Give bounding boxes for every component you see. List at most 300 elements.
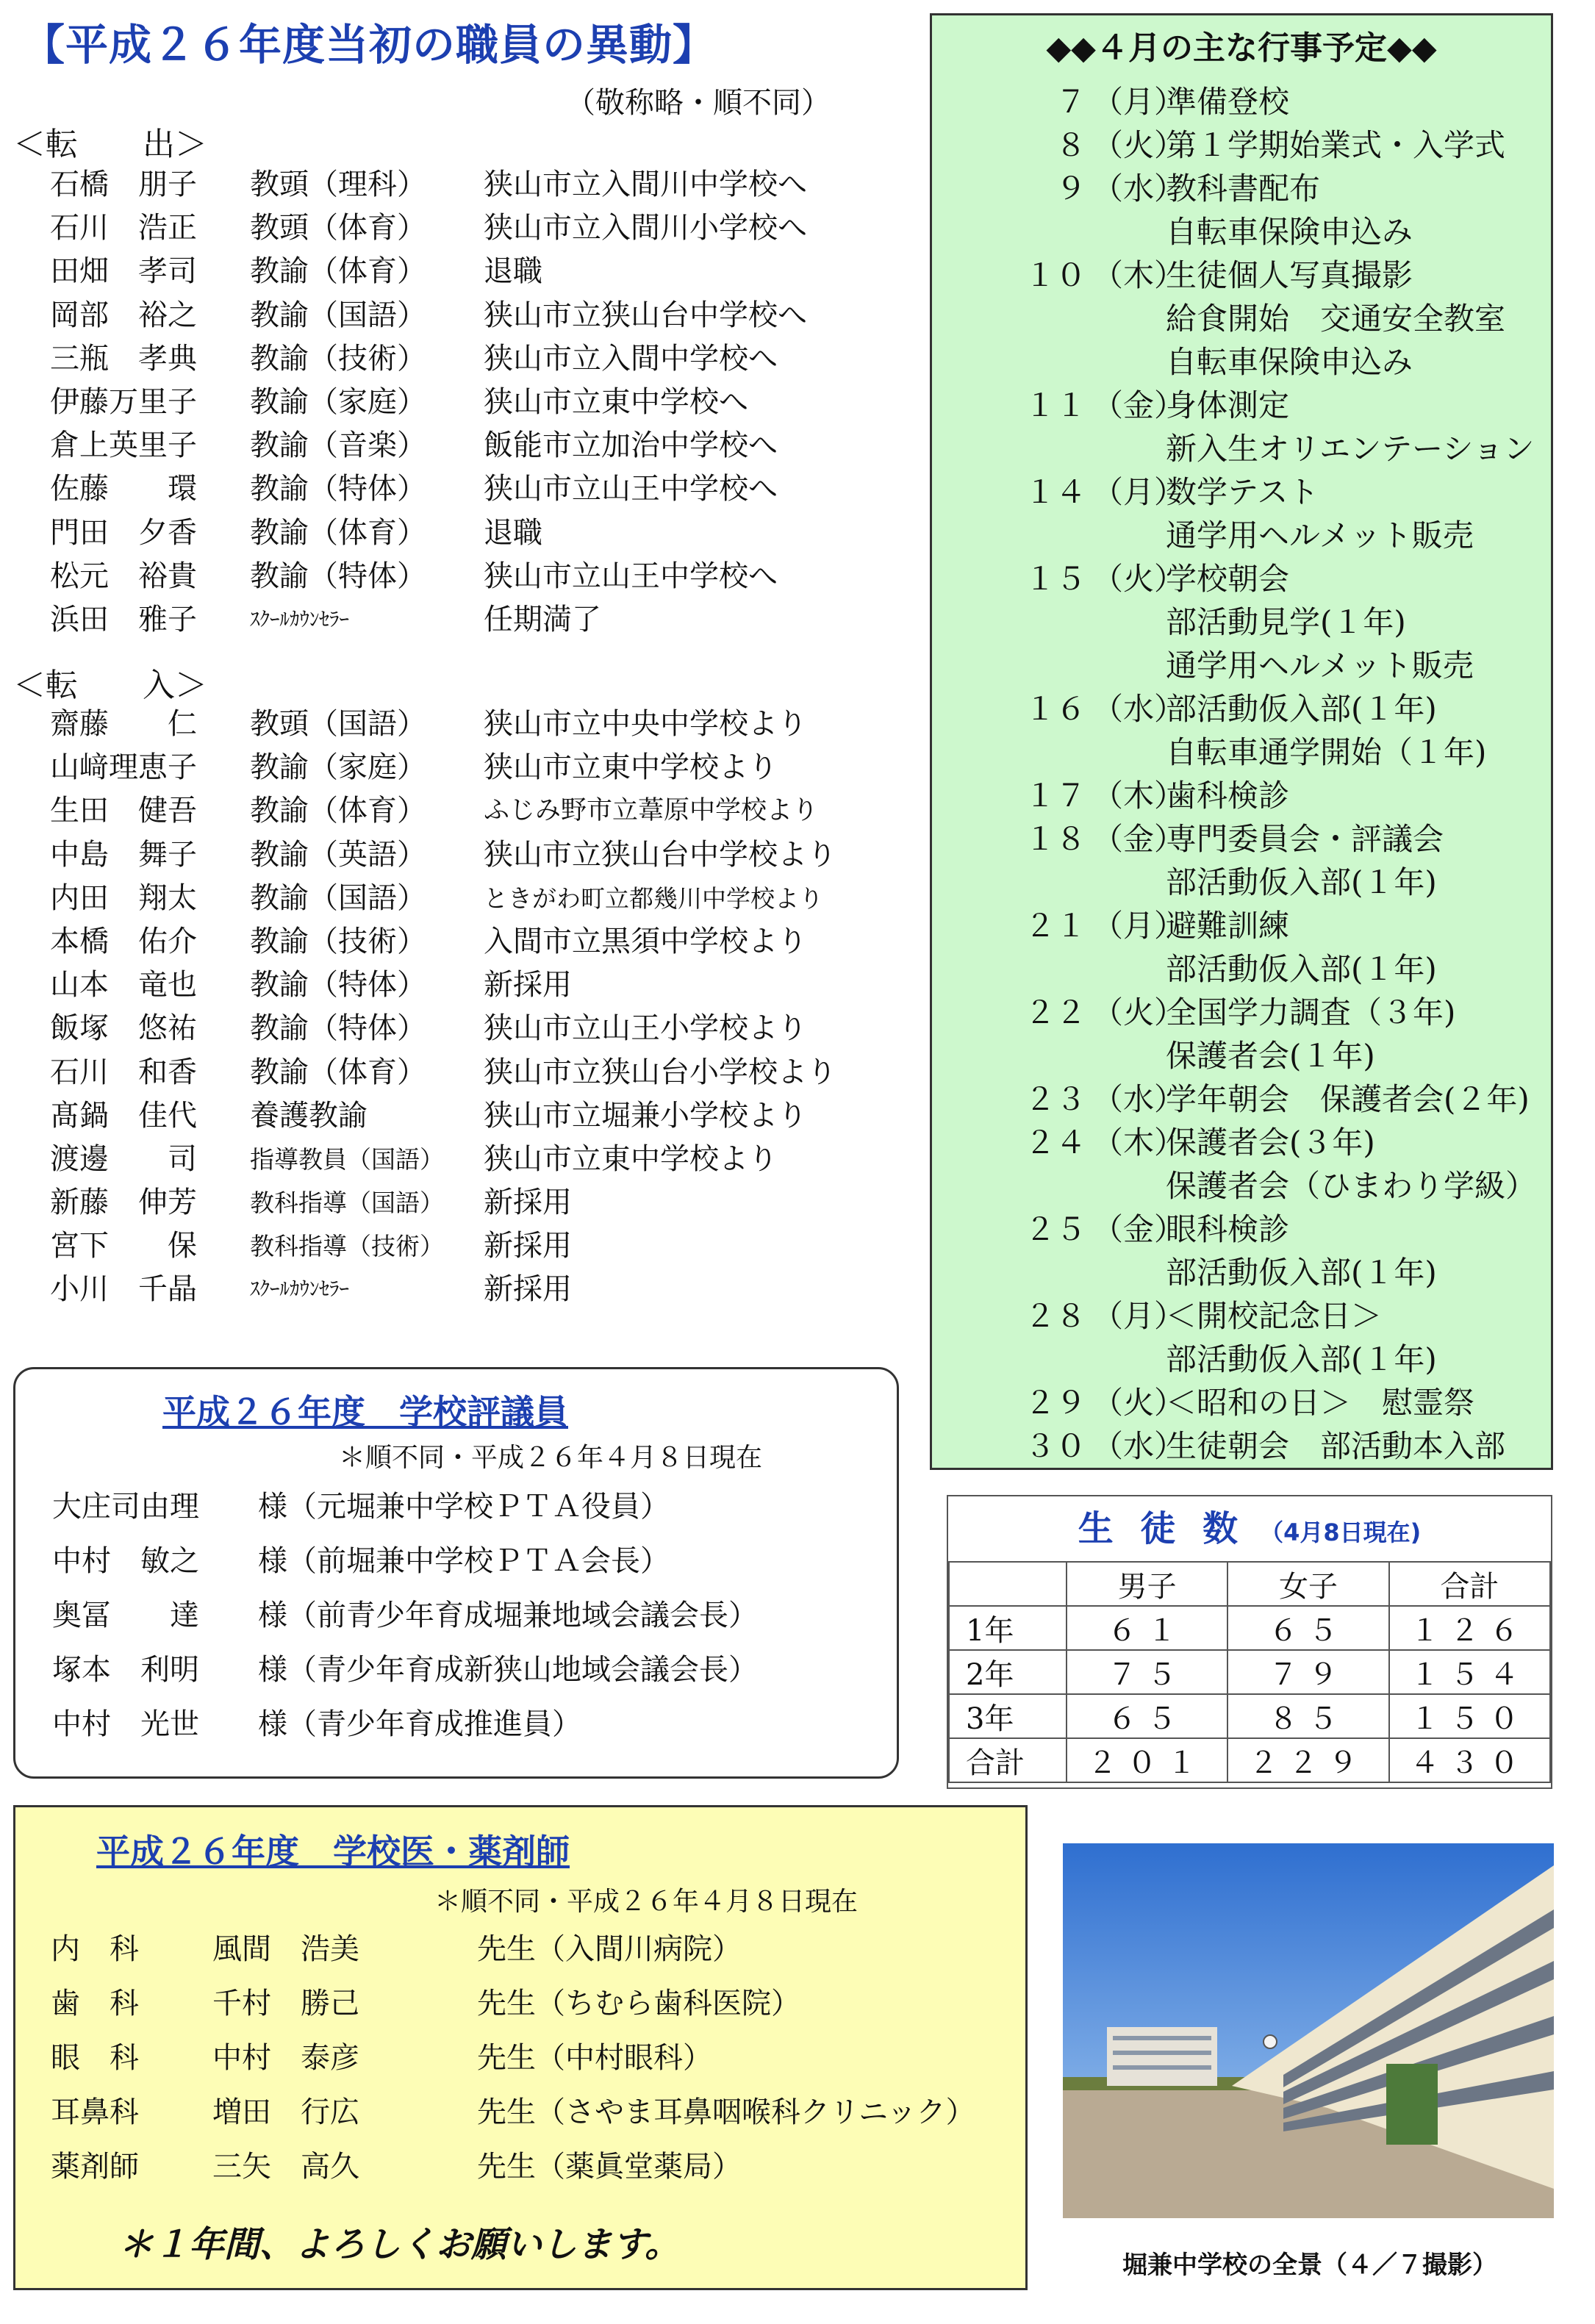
member-desc: 様（元堀兼中学校ＰＴＡ役員） [258,1490,670,1524]
event-date: １５ [1024,561,1086,597]
event-text: 準備登校 [1166,84,1290,120]
event-date [945,1251,1092,1294]
event-date [945,947,1092,991]
council-title: 平成２６年度 学校評議員 [162,1392,568,1432]
event-row [945,1251,1536,1294]
staff-name: 佐藤 環 [50,472,197,506]
event-row [945,210,1536,254]
event-weekday: （水） [1092,691,1186,727]
member-desc: 様（青少年育成新狭山地域会議会長） [258,1653,758,1687]
event-weekday: （金） [1092,1211,1186,1247]
event-date: ２４ [1024,1125,1086,1161]
staff-origin: 新採用 [484,1186,572,1220]
event-text: 学校朝会 [1166,561,1290,597]
event-row [945,947,1536,991]
event-weekday [1092,600,1166,644]
staff-destination: 狭山市立狭山台中学校へ [484,298,807,332]
event-text: 数学テスト [1166,474,1319,510]
council-note: ＊順不同・平成２６年４月８日現在 [339,1443,763,1473]
event-weekday: （木） [1092,1125,1186,1161]
girls-count: ７９ [1227,1650,1388,1694]
event-text: 身体測定 [1166,387,1290,423]
event-text: 部活動仮入部(１年) [1166,691,1437,727]
transfer-in-row [0,1007,836,1050]
staff-role: 教諭（国語） [250,881,426,915]
event-row [945,861,1536,904]
transfer-out-row [0,250,807,293]
student-count-box [947,1495,1552,1789]
transfer-in-row [0,833,836,877]
staff-destination: 退職 [484,515,542,550]
staff-role: 教科指導（国語） [250,1188,444,1218]
doctor-name: 三矢 高久 [212,2150,359,2184]
boys-count: ６１ [1067,1606,1227,1650]
event-weekday: （火） [1092,1385,1186,1421]
staff-name: 小川 千晶 [50,1272,197,1307]
doctor-clinic: 先生（入間川病院） [477,1932,742,1966]
event-weekday [1092,644,1166,687]
member-name: 中村 光世 [52,1707,199,1741]
doctor-clinic: 先生（ちむら歯科医院） [477,1987,800,2020]
staff-origin: 狭山市立東中学校より [484,1141,778,1176]
doctor-clinic: 先生（さやま耳鼻咽喉科クリニック） [477,2095,975,2129]
staff-role: 指導教員（国語） [250,1144,444,1174]
event-row [945,1338,1536,1381]
event-row [945,644,1536,687]
grade-label: 1年 [949,1606,1067,1650]
event-row [945,1424,1536,1468]
staff-role: 教諭（家庭） [250,384,426,419]
transfer-in-row [0,1051,836,1094]
event-date [945,427,1092,470]
staff-role: ｽｸｰﾙｶｳﾝｾﾗｰ [250,608,349,631]
staff-role: 教諭（技術） [250,924,426,958]
staff-name: 浜田 雅子 [50,602,197,636]
event-row [945,80,1536,123]
staff-name: 中島 舞子 [50,837,197,872]
table-header [949,1562,1067,1606]
staff-origin: 狭山市立中央中学校より [484,707,807,741]
event-text: 通学用ヘルメット販売 [1166,517,1474,553]
event-date: １８ [1024,821,1086,857]
staff-destination: 狭山市立入間川小学校へ [484,211,807,245]
event-date: １０ [1024,257,1086,293]
event-weekday: （月） [1092,84,1186,120]
event-row [945,384,1536,427]
event-date [945,210,1092,254]
event-weekday: （水） [1092,1081,1186,1117]
boys-count: ７５ [1067,1650,1227,1694]
event-weekday [1092,861,1166,904]
staff-role: 教諭（国語） [250,298,426,332]
member-desc: 様（前堀兼中学校ＰＴＡ会長） [258,1544,670,1578]
event-weekday [1092,427,1166,470]
event-weekday: （月） [1092,1298,1186,1334]
staff-origin: 狭山市立堀兼小学校より [484,1098,807,1133]
event-row [945,774,1536,817]
doctor-name: 中村 泰彦 [212,2041,359,2075]
event-date: ２２ [1024,994,1086,1030]
staff-role: 教諭（特体） [250,968,426,1003]
event-date [945,514,1092,557]
council-list [52,1480,758,1751]
table-row [949,1694,1550,1738]
event-weekday: （火） [1092,127,1186,163]
event-date: １６ [1024,691,1086,727]
doctor-department: 耳鼻科 [51,2095,139,2129]
event-text: ＜開校記念日＞ [1166,1298,1383,1334]
event-text: 保護者会(３年) [1166,1125,1375,1161]
event-weekday [1092,1034,1166,1077]
event-text: 教科書配布 [1166,171,1321,207]
event-weekday: （月） [1092,474,1186,510]
staff-name: 新藤 伸芳 [50,1186,197,1220]
event-weekday [1092,731,1166,774]
event-date: ８ [1055,127,1086,163]
grade-label: 合計 [949,1738,1067,1782]
transfers-in-list [0,703,836,1312]
event-weekday: （火） [1092,994,1186,1030]
event-text: 部活動仮入部(１年) [1166,864,1437,900]
total-count: ４３０ [1389,1738,1550,1782]
staff-role: ｽｸｰﾙｶｳﾝｾﾗｰ [250,1278,349,1302]
event-weekday [1092,1164,1166,1208]
transfer-in-row [0,1268,836,1311]
transfers-out-list [0,163,807,642]
transfer-in-row [0,746,836,789]
event-row [945,123,1536,167]
council-member [52,1697,758,1751]
student-count-title [948,1496,1551,1563]
events-title: ◆◆４月の主な行事予定◆◆ [1046,29,1437,67]
transfer-in-row [0,1224,836,1268]
staff-role: 教諭（音楽） [250,428,426,463]
event-date [945,340,1092,384]
transfer-in-row [0,1138,836,1181]
doctor-row [51,2085,975,2140]
staff-role: 教頭（国語） [250,707,426,741]
staff-destination: 狭山市立山王中学校へ [484,559,778,593]
event-row [945,1164,1536,1208]
doctors-title: 平成２６年度 学校医・薬剤師 [96,1832,570,1871]
clock-icon [1264,2035,1277,2048]
total-count: １５０ [1389,1694,1550,1738]
staff-name: 三瓶 孝典 [50,341,197,376]
table-row [949,1606,1550,1650]
staff-name: 渡邊 司 [50,1141,197,1176]
event-weekday: （火） [1092,561,1186,597]
staff-role: 教諭（特体） [250,1011,426,1046]
event-row [945,427,1536,470]
girls-count: ２２９ [1227,1738,1388,1782]
event-text: 第１学期始業式・入学式 [1166,127,1506,163]
staff-destination: 狭山市立入間川中学校へ [484,168,807,201]
event-row [945,1208,1536,1251]
event-weekday [1092,297,1166,340]
event-text: ＜昭和の日＞ 慰霊祭 [1166,1385,1475,1421]
event-row [945,991,1536,1034]
staff-name: 岡部 裕之 [50,298,197,332]
transfer-in-row [0,920,836,964]
event-date [945,861,1092,904]
event-row [945,600,1536,644]
staff-destination: 狭山市立山王中学校へ [484,472,778,506]
staff-name: 飯塚 悠祐 [50,1011,197,1046]
event-row [945,687,1536,731]
transfer-in-row [0,964,836,1007]
staff-name: 山﨑理恵子 [50,750,197,785]
event-text: 給食開始 交通安全教室 [1166,301,1506,337]
event-date: ９ [1055,171,1086,207]
event-date [945,600,1092,644]
event-text: 眼科検診 [1166,1211,1290,1247]
total-count: １２６ [1389,1606,1550,1650]
event-text: 部活動仮入部(１年) [1166,951,1437,987]
staff-name: 松元 裕貴 [50,559,197,593]
member-name: 奥冨 達 [52,1599,199,1632]
member-name: 大庄司由理 [52,1490,199,1524]
event-text: 生徒個人写真撮影 [1166,257,1413,293]
table-header: 男子 [1067,1562,1227,1606]
transfer-in-row [0,1094,836,1138]
staff-role: 教頭（理科） [250,168,426,201]
staff-role: 教諭（体育） [250,254,426,289]
doctor-department: 眼 科 [51,2041,139,2075]
transfer-out-row [0,598,807,642]
transfer-in-row [0,1181,836,1224]
event-text: 自転車保険申込み [1166,214,1413,250]
staff-name: 門田 夕香 [50,515,197,550]
staff-destination: 退職 [484,254,542,289]
event-date [945,731,1092,774]
event-text: 自転車保険申込み [1166,344,1413,380]
staff-name: 倉上英里子 [50,428,197,463]
council-member [52,1534,758,1588]
event-text: 生徒朝会 部活動本入部 [1166,1428,1506,1464]
event-text: 歯科検診 [1166,778,1290,814]
event-weekday: （水） [1092,171,1186,207]
doctor-department: 歯 科 [51,1987,139,2020]
grade-label: 3年 [949,1694,1067,1738]
event-weekday [1092,340,1166,384]
event-date [945,1034,1092,1077]
event-weekday: （木） [1092,778,1186,814]
event-date: ２９ [1024,1385,1086,1421]
transfer-out-row [0,294,807,337]
events-list [945,80,1536,1468]
event-text: 避難訓練 [1166,908,1290,944]
event-date: ２８ [1024,1298,1086,1334]
event-text: 部活動仮入部(１年) [1166,1341,1437,1377]
event-weekday: （水） [1092,1428,1186,1464]
staff-destination: 飯能市立加治中学校へ [484,428,778,463]
staff-name: 髙鍋 佳代 [50,1098,197,1133]
events-panel [930,13,1553,1470]
member-desc: 様（前青少年育成堀兼地域会議会長） [258,1599,758,1632]
doctor-clinic: 先生（中村眼科） [477,2041,712,2075]
boys-count: ２０１ [1067,1738,1227,1782]
event-date [945,644,1092,687]
event-date: １４ [1024,474,1086,510]
staff-origin: 新採用 [484,1229,572,1263]
doctor-name: 風間 浩美 [212,1932,359,1966]
staff-role: 教諭（特体） [250,472,426,506]
council-member [52,1643,758,1697]
staff-name: 内田 翔太 [50,881,197,915]
staff-origin: 入間市立黒須中学校より [484,924,807,958]
council-box [13,1367,899,1779]
event-weekday [1092,514,1166,557]
transfers-in-heading: ＜転 入＞ [13,667,207,704]
staff-origin: 狭山市立東中学校より [484,750,778,785]
staff-destination: 任期満了 [484,602,601,636]
event-row [945,1294,1536,1338]
staff-role: 教諭（体育） [250,515,426,550]
event-row [945,167,1536,210]
staff-name: 伊藤万里子 [50,384,197,419]
girls-count: ６５ [1227,1606,1388,1650]
event-text: 学年朝会 保護者会(２年) [1166,1081,1530,1117]
table-header-row [949,1562,1550,1606]
far-building [1107,2027,1217,2086]
doctor-clinic: 先生（薬眞堂薬局） [477,2150,742,2184]
student-count-date: （4月8日現在) [1260,1518,1422,1546]
staff-origin: ときがわ町立都幾川中学校より [484,883,823,913]
event-date: ７ [1055,84,1086,120]
event-text: 全国学力調査（３年) [1166,994,1456,1030]
staff-role: 教諭（技術） [250,341,426,376]
staff-role: 教諭（体育） [250,1055,426,1089]
event-weekday: （金） [1092,821,1186,857]
event-row [945,470,1536,514]
doctor-row [51,1922,975,1976]
council-member [52,1480,758,1534]
photo-caption: 堀兼中学校の全景（４／７撮影） [1122,2251,1497,2280]
student-count-heading: 生 徒 数 [1078,1508,1246,1549]
staff-origin: 狭山市立狭山台中学校より [484,837,836,872]
event-date: ３０ [1024,1428,1086,1464]
boys-count: ６５ [1067,1694,1227,1738]
transfer-out-row [0,512,807,555]
event-row [945,731,1536,774]
event-weekday: （木） [1092,257,1186,293]
member-desc: 様（青少年育成推進員） [258,1707,581,1741]
staff-role: 教諭（体育） [250,794,426,828]
event-weekday [1092,210,1166,254]
event-text: 部活動仮入部(１年) [1166,1255,1437,1291]
table-header: 女子 [1227,1562,1388,1606]
total-count: １５４ [1389,1650,1550,1694]
doctor-name: 千村 勝己 [212,1987,359,2020]
staff-origin: 新採用 [484,968,572,1003]
doctor-department: 内 科 [51,1932,139,1966]
transfers-out-heading: ＜転 出＞ [13,126,207,163]
member-name: 塚本 利明 [52,1653,199,1687]
event-row [945,514,1536,557]
staff-name: 石川 浩正 [50,211,197,245]
event-text: 自転車通学開始（１年) [1166,734,1487,770]
transfer-in-row [0,789,836,833]
event-date: ２３ [1024,1081,1086,1117]
doctors-list [51,1922,975,2194]
staff-name: 本橋 佑介 [50,924,197,958]
event-row [945,1381,1536,1424]
event-row [945,340,1536,384]
event-row [945,254,1536,297]
student-count-table [948,1561,1551,1783]
transfer-out-row [0,337,807,381]
event-row [945,904,1536,947]
staff-origin: 狭山市立狭山台小学校より [484,1055,836,1089]
event-row [945,557,1536,600]
event-weekday: （月） [1092,908,1186,944]
event-text: 専門委員会・評議会 [1166,821,1444,857]
transfer-in-row [0,703,836,746]
staff-destination: 狭山市立入間中学校へ [484,341,778,376]
staff-role: 教諭（家庭） [250,750,426,785]
table-row [949,1650,1550,1694]
staff-name: 生田 健吾 [50,794,197,828]
personnel-note: （敬称略・順不同） [566,86,831,120]
staff-role: 教頭（体育） [250,211,426,245]
staff-name: 宮下 保 [50,1229,197,1263]
table-row [949,1738,1550,1782]
event-date: ２５ [1024,1211,1086,1247]
doctor-row [51,1976,975,2031]
transfer-out-row [0,555,807,598]
staff-name: 齋藤 仁 [50,707,197,741]
event-text: 部活動見学(１年) [1166,604,1406,640]
doctor-row [51,2031,975,2085]
staff-role: 教諭（英語） [250,837,426,872]
doctors-note: ＊順不同・平成２６年４月８日現在 [434,1887,859,1917]
event-row [945,1077,1536,1121]
staff-role: 教科指導（技術） [250,1232,444,1261]
event-row [945,1034,1536,1077]
transfer-in-row [0,877,836,920]
event-text: 通学用ヘルメット販売 [1166,648,1474,684]
event-text: 新入生オリエンテーション [1166,431,1535,467]
event-date: １７ [1024,778,1086,814]
staff-role: 教諭（特体） [250,559,426,593]
council-member [52,1588,758,1643]
member-name: 中村 敏之 [52,1544,199,1578]
doctors-box [13,1805,1028,2290]
event-row [945,1121,1536,1164]
staff-name: 山本 竜也 [50,968,197,1003]
transfer-out-row [0,381,807,424]
event-weekday [1092,1251,1166,1294]
transfer-out-row [0,163,807,207]
closing-message: ＊１年間、よろしくお願いします。 [118,2224,681,2265]
personnel-title: 【平成２６年度当初の職員の異動】 [22,20,717,70]
doctor-row [51,2140,975,2194]
table-header: 合計 [1389,1562,1550,1606]
doctor-name: 増田 行広 [212,2095,359,2129]
staff-name: 石川 和香 [50,1055,197,1089]
event-weekday: （金） [1092,387,1186,423]
staff-origin: 新採用 [484,1272,572,1307]
staff-origin: 狭山市立山王小学校より [484,1011,807,1046]
transfer-out-row [0,424,807,467]
school-photo [1063,1843,1554,2218]
event-date: １１ [1024,387,1086,423]
girls-count: ８５ [1227,1694,1388,1738]
staff-name: 田畑 孝司 [50,254,197,289]
doctor-department: 薬剤師 [51,2150,139,2184]
event-row [945,817,1536,861]
staff-origin: ふじみ野市立葦原中学校より [484,796,819,826]
